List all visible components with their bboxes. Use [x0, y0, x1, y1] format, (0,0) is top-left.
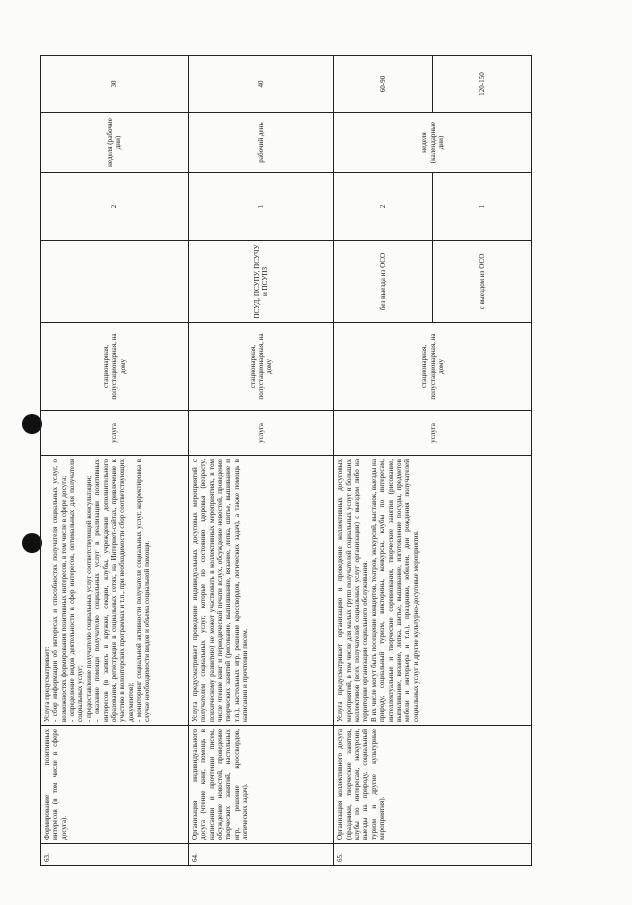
service-description	[334, 456, 532, 726]
desc-line: - определение видов деятельности в сфер интересов, оптимальных для получателя социальных услуг;	[68, 459, 85, 722]
punch-hole-top	[22, 414, 42, 434]
quantity-cell: 1	[433, 173, 532, 241]
service-name: Организация индивидуального досуга (чтение книг, помощь в написании и прочтении писем, обсуждение новостей, проведение творческих занятий, настольных игр, решение кроссвордов, логических задач).	[188, 726, 334, 844]
quantity-cell: 1	[188, 173, 334, 241]
category-cell: с выездом из ОСО	[433, 241, 532, 323]
service-name: Организация коллективного досуга (праздники, творческие занятия, клубы по интересам, экскурсии, выезды на природу, социальный туризм и другие культурные мероприятия).	[334, 726, 532, 844]
table-row-64	[188, 56, 334, 866]
service-description	[188, 456, 334, 726]
time-cell: 120-150	[433, 56, 532, 113]
row-number: 64.	[188, 844, 334, 866]
services-table	[40, 55, 532, 866]
time-cell: 30	[41, 56, 189, 113]
service-description	[41, 456, 189, 726]
quantity-cell: 2	[334, 173, 433, 241]
desc-line: - мониторинг социальной активности получателя социальных услуг, корректировка в случае необходимости видов и объема социальной помощи.	[134, 459, 152, 722]
category-cell	[41, 241, 189, 323]
desc-line: - предоставление получателю социальных услуг соответствующей консультации;	[84, 475, 93, 722]
table-row-63	[41, 56, 189, 866]
punch-hole-bottom	[22, 533, 42, 553]
unit-cell: услуга	[41, 411, 189, 456]
period-cell: неделя (календарные дни)	[334, 113, 532, 173]
services-table-sheet	[40, 56, 532, 866]
unit-cell: услуга	[188, 411, 334, 456]
quantity-cell: 2	[41, 173, 189, 241]
desc-line: - оказание помощи получателю социальных услуг в реализации позитивных интересов (в запись в кружки, секции, клубы, учреждения дополнительного образования, регистрация в социальных сетях, на Интернет-сайтах, привлечение к участию в волонтерских программах и т.п., при необходимости сбор соответствующих документов);	[93, 459, 135, 722]
unit-cell: услуга	[334, 411, 532, 456]
table-row-65	[334, 56, 433, 866]
form-cell: стационарная, полустационарная, на дому	[41, 323, 189, 411]
category-cell: без выезда из ОСО	[334, 241, 433, 323]
desc-line: Услуга предусматривает организацию и проведение коллективных досуговых мероприятий, в том числе для малых групп получателей социальных услуг и больших коллективов (всех получателей социальных услуг организации) с выездом либо на территории организации социального обслуживания.	[336, 459, 370, 722]
desc-line: В их числе могут быть посещение концертов, театров, экскурсий, выставок, выезды на природу, социальный туризм, викторины, конкурсы, клубы по интересам, интеллектуальные и творческие соревнования, творческие занятия (рисование, выпиливание, вязание, лепка, шитье, вышивание, изготовление посуды, предметов мебели и интерьера и т.п.), праздники, юбилеи, дни рождения получателей социальных услуг и другие культурно-досуговые мероприятия.	[369, 459, 420, 722]
form-cell: стационарная, полустационарная, на дому	[188, 323, 334, 411]
service-name: Формирование позитивных интересов (в том числе в сфере досуга).	[41, 726, 189, 844]
period-cell: рабочий день	[188, 113, 334, 173]
period-cell: неделя (рабочие дни)	[41, 113, 189, 173]
desc-line: - сбор информации об интересах и способностях получателя социальных услуг, о возможностях формирования позитивных интересов, в том числе в сфере досуга;	[51, 459, 68, 722]
category-cell: ПСУД, ПСУПУ, ПСУЧУ и ПСУПЗ	[188, 241, 334, 323]
time-cell: 60-90	[334, 56, 433, 113]
row-number: 65.	[334, 844, 532, 866]
rotated-page	[40, 56, 532, 866]
form-cell: стационарная, полустационарная, на дому	[334, 323, 532, 411]
desc-line: Услуга предусматривает:	[43, 646, 51, 722]
time-cell: 40	[188, 56, 334, 113]
desc-line: Услуга предусматривает проведение индивидуальных досуговых мероприятий с получателем социальных услуг, которые по состоянию здоровья (возрасту, психическому развитию) не может участвовать в коллективных мероприятиях, в том числе чтение книг и периодической печати вслух, обсуждение новостей, проведение творческих занятий (рисование, выпиливание, вязание, лепка, шитье, вышивание и т.п.), настольных игр, решение кроссвордов, логических задач), а также помощь в написании и прочтении писем.	[190, 459, 249, 722]
row-number: 63.	[41, 844, 189, 866]
